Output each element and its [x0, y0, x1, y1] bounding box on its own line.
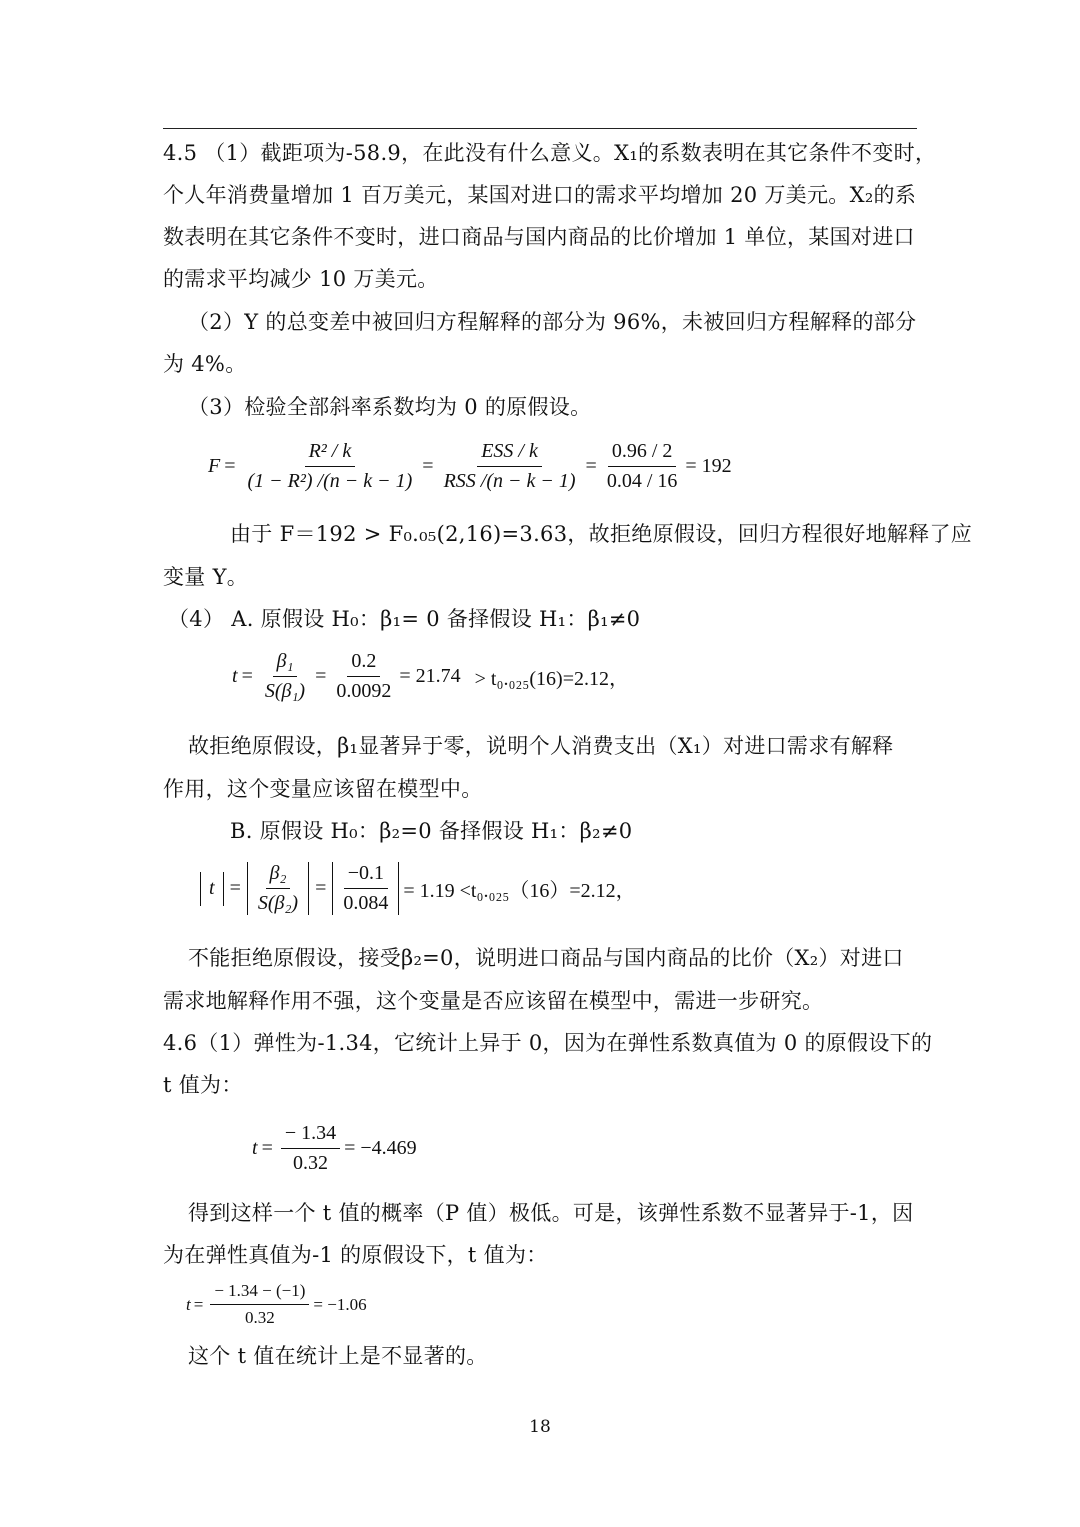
fraction-denominator: 0.04 / 16 — [606, 470, 678, 492]
fraction — [254, 862, 302, 915]
text-line: 得到这样一个 t 值的概率（P 值）极低。可是，该弹性系数不显著异于-1，因 — [188, 1201, 914, 1225]
fraction-numerator: 0.96 / 2 — [608, 440, 677, 467]
eq-tail: = 1.19 <t₀.₀₂₅（16）=2.12， — [403, 880, 636, 902]
eq-lhs: t — [232, 665, 238, 687]
eq-lhs: F — [208, 455, 221, 477]
fraction — [603, 440, 682, 493]
eq-result: = −4.469 — [344, 1137, 417, 1159]
eq-result: = 21.74 — [399, 665, 461, 687]
text-line: 数表明在其它条件不变时，进口商品与国内商品的比价增加 1 单位，某国对进口 — [163, 225, 915, 249]
text-line: 不能拒绝原假设，接受β₂=0，说明进口商品与国内商品的比价（X₂）对进口 — [188, 946, 904, 970]
text-line: 需求地解释作用不强，这个变量是否应该留在模型中，需进一步研究。 — [163, 989, 824, 1013]
text-line: 这个 t 值在统计上是不显著的。 — [188, 1344, 488, 1368]
fraction-denominator: RSS /(n − k − 1) — [443, 470, 576, 492]
fraction-denominator: S(β₁) — [264, 680, 306, 702]
fraction — [210, 1281, 309, 1328]
fraction-denominator: 0.32 — [245, 1308, 275, 1327]
text-line: 4.5 （1）截距项为-58.9，在此没有什么意义。X₁的系数表明在其它条件不变时， — [163, 141, 937, 165]
text-line: B. 原假设 H₀：β₂=0 备择假设 H₁：β₂≠0 — [230, 819, 633, 843]
fraction-denominator: 0.0092 — [336, 680, 392, 702]
text-line: 为在弹性真值为-1 的原假设下，t 值为： — [163, 1243, 548, 1267]
text-line: （3）检验全部斜率系数均为 0 的原假设。 — [188, 395, 592, 419]
page-number: 18 — [529, 1417, 551, 1437]
fraction — [339, 862, 392, 915]
fraction-numerator: R² / k — [305, 440, 356, 467]
fraction-numerator: ESS / k — [477, 440, 542, 467]
abs-bars — [247, 862, 309, 915]
header-rule — [163, 128, 917, 129]
fraction — [261, 650, 309, 703]
fraction-numerator: β₁ — [273, 650, 298, 677]
text-line: （2）Y 的总变差中被回归方程解释的部分为 96%，未被回归方程解释的部分 — [188, 310, 917, 334]
text-line: 故拒绝原假设，β₁显著异于零，说明个人消费支出（X₁）对进口需求有解释 — [188, 734, 894, 758]
fraction-numerator: −0.1 — [344, 862, 388, 889]
f-statistic-equation: F = $\frac{\text{R² / k}}{\text{(1 − R²) /(n − k − 1)}}$ = $\frac{\text{ESS / k}}{\text{RSS /(n − k − 1)}}$ = $\frac{0.96 / 2}{0.04 / 16}$ = 192 — [208, 440, 732, 492]
text-line: 作用，这个变量应该留在模型中。 — [163, 777, 483, 801]
t-elasticity-minus-one-equation: t = $\frac{- 1.34 - (-1)}{0.32}$ = −1.06 — [186, 1281, 367, 1327]
text-line: 4.6（1）弹性为-1.34，它统计上异于 0，因为在弹性系数真值为 0 的原假设下的 — [163, 1031, 933, 1055]
fraction-denominator: 0.32 — [292, 1152, 328, 1174]
abs-bars — [332, 862, 399, 915]
t-elasticity-equation: t = $\frac{- 1.34}{0.32}$ = −4.469 — [252, 1122, 417, 1174]
text-line: 为 4%。 — [163, 352, 247, 376]
text-line: t 值为： — [163, 1073, 243, 1097]
eq-lhs: t — [186, 1294, 191, 1314]
fraction-numerator: 0.2 — [347, 650, 380, 677]
text-line: 由于 F＝192 > F₀.₀₅(2,16)=3.63，故拒绝原假设，回归方程很好地解释了应 — [230, 522, 973, 546]
eq-result: = 192 — [685, 455, 732, 477]
fraction-denominator: S(β₂) — [257, 892, 299, 914]
fraction-numerator: − 1.34 − (−1) — [210, 1281, 309, 1305]
eq-lhs: t — [252, 1137, 258, 1159]
text-line: 个人年消费量增加 1 百万美元，某国对进口的需求平均增加 20 万美元。X₂的系 — [163, 183, 917, 207]
t-beta1-equation: t = $\frac{\text{β₁}}{\text{S(β₁)}}$ = $\frac{0.2}{0.0092}$ = 21.74 > t₀.₀₂₅(16)=2.12， — [232, 650, 629, 702]
fraction-denominator: (1 − R²) /(n − k − 1) — [247, 470, 413, 492]
fraction-denominator: 0.084 — [343, 892, 389, 914]
abs-bars — [200, 872, 224, 906]
fraction-numerator: − 1.34 — [281, 1122, 340, 1149]
fraction-numerator: β₂ — [266, 862, 291, 889]
eq-tail: > t₀.₀₂₅(16)=2.12， — [474, 668, 629, 690]
text-line: 变量 Y。 — [163, 565, 249, 589]
eq-lhs: t — [209, 877, 215, 899]
text-line: （4） A. 原假设 H₀：β₁= 0 备择假设 H₁：β₁≠0 — [168, 607, 641, 631]
t-beta2-equation: t = $\frac{\text{β₂}}{\text{S(β₂)}}$ = $\frac{-0.1}{0.084}$ = 1.19 <t₀.₀₂₅（16）=2.12， — [196, 862, 636, 915]
eq-result: = −1.06 — [313, 1294, 367, 1314]
fraction — [332, 650, 395, 703]
fraction — [281, 1122, 340, 1175]
text-line: 的需求平均减少 10 万美元。 — [163, 267, 439, 291]
fraction — [440, 440, 580, 493]
fraction — [244, 440, 417, 493]
